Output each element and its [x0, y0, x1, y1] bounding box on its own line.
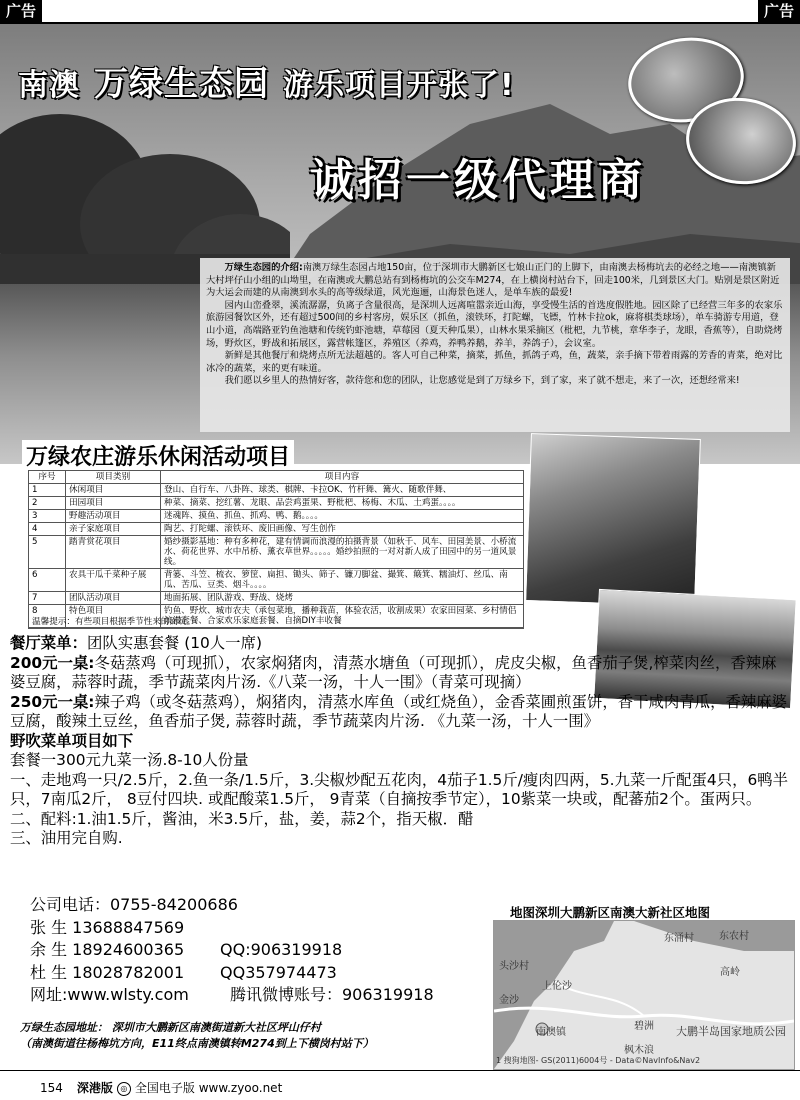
menu-lead: 野吹菜单项目如下	[10, 731, 134, 750]
map-label: 枫木浪	[624, 1045, 654, 1056]
row-no: 6	[29, 569, 66, 592]
table-row	[29, 569, 524, 592]
menu-line	[10, 732, 790, 752]
intro-text: 南澳万绿生态园占地150亩，位于深圳市大鹏新区七娘山正门的上脚下，由南澳去杨梅坑去的必经之地——南澳镇新大村坪仔山小组的山坳里，在南澳或大鹏总站有到杨梅坑的公交车M274，在上横岗村站台下，回走100米，几到景区大门。贴别是景区附近为大运会而建的从南澳到水头的高等级绿道，风光迤逦，山海景色迷人，是单车族的最爱!	[206, 262, 780, 299]
map-label: 上伦沙	[542, 981, 572, 992]
bbq-line: 二、配料:1.油1.5斤，酱油，米3.5斤，盐，姜，蒜2个，指天椒．醋	[10, 809, 474, 828]
intro-text-box	[200, 258, 790, 432]
map-label: 碧洲	[634, 1021, 654, 1032]
map-label: 大鹏半岛国家地质公园	[676, 1025, 786, 1038]
contact-yu-qq: QQ:906319918	[220, 940, 343, 959]
menu-text: 辣子鸡（或冬菇蒸鸡），焖猪肉，清蒸水库鱼（或红烧鱼），金香菜圃煎蛋饼，香干咸肉青瓜，香辣麻婆豆腐，酸辣土豆丝，鱼香茄子煲, 蒜蓉时蔬，季节蔬菜肉片汤. 《九菜一汤，十人一围》	[10, 692, 788, 730]
row-no: 4	[29, 523, 66, 536]
table-row	[29, 592, 524, 605]
menu-lead: 200元一桌:	[10, 653, 95, 672]
intro-paragraph	[206, 375, 784, 388]
contact-yu	[30, 939, 434, 962]
menu-line	[10, 654, 790, 693]
row-type: 踏青赏花项目	[66, 536, 161, 569]
table-row	[29, 510, 524, 523]
row-content: 种菜、摘菜、挖红薯、龙眼、品尝鸡蛋果、野枇杷、杨梅、木瓜、土鸡蛋。。。。	[161, 497, 524, 510]
row-no: 5	[29, 536, 66, 569]
intro-paragraph	[206, 350, 784, 375]
table-header-row	[29, 471, 524, 484]
footer	[40, 1079, 282, 1096]
map-label: 金沙	[499, 995, 519, 1006]
edition-label: 深港版	[76, 1081, 113, 1095]
strawberry-field-photo	[525, 433, 701, 607]
row-no: 8	[29, 605, 66, 628]
map-label: 高岭	[720, 967, 740, 978]
intro-text: 我们愿以乡里人的热情好客，款待您和您的团队，让您感觉是到了万绿乡下，到了家，来了就不想走，来了一次，还想经常来!	[224, 375, 740, 387]
table-row	[29, 536, 524, 569]
map-credit: 1 搜狗地图- GS(2011)6004号 - Data©NavInfo&Nav2	[496, 1056, 701, 1065]
site-link[interactable]: 全国电子版 www.zyoo.net	[134, 1081, 283, 1095]
table-row	[29, 523, 524, 536]
contact-du-phone: 杜 生 18028782001	[30, 962, 185, 982]
header-no: 序号	[29, 471, 66, 484]
row-content: 婚纱摄影基地：种有多种花，建有情调而浪漫的拍摄背景（如秋千、风车、田园美景、小桥流水、荷花世界、水中吊桥、薰衣草世界。。。。。婚纱拍照的一对对新人成了田园中的另一道风景线。	[161, 536, 524, 569]
hero-title-big: 万绿生态园	[94, 64, 269, 104]
intro-text: 新鲜是其他餐厅和烧烤点所无法超越的。客人可自己种菜，摘菜，抓鱼，抓鸽子鸡，鱼，蔬菜，亲手摘下带着雨露的芳香的青菜，绝对比冰冷的蔬菜，来的更有味道。	[206, 350, 783, 374]
table-row	[29, 484, 524, 497]
intro-lead: 万绿生态园的介绍:	[224, 262, 303, 273]
row-type: 农具干瓜千菜种子展	[66, 569, 161, 592]
bbq-line: 三、油用完自购.	[10, 829, 123, 847]
address-line: 万绿生态园地址： 深圳市大鹏新区南澳街道新大社区坪山仔村	[20, 1021, 321, 1034]
intro-text: 园内山峦叠翠，溪流潺潺，负离子含量很高，是深圳人远离喧嚣亲近山海，享受慢生活的首选度假胜地。园区除了已经营三年多的农家乐旅游园餐饮区外，还有超过500间的乡村客房，娱乐区（抓鱼，滚铁环，打陀螺，飞镖，竹林卡拉ok，麻将棋类球场），单车骑游专用道，登山小道，高端路亚钓鱼池塘和传统钓虾池塘，草莓园（夏天种瓜果），山林水果采摘区（枇杷，九节桃，章华李子，龙眼，香蕉等），自助烧烤场，野炊区，野战和拓展区，露营帐篷区，养殖区（养鸡，养鸭养鹅，养羊，养鸽子），会议室。	[206, 299, 783, 349]
company-phone: 公司电话：0755-84200686	[30, 895, 238, 914]
weibo-account: 腾讯微博账号：906319918	[230, 985, 434, 1004]
contact-du-qq: QQ357974473	[220, 962, 337, 982]
contact-du	[30, 962, 434, 985]
footer-divider	[0, 1070, 800, 1071]
activities-table	[28, 470, 524, 628]
hero-subtitle: 诚招一级代理商	[310, 155, 646, 206]
section-title: 万绿农庄游乐休闲活动项目	[22, 440, 294, 471]
menu-line	[10, 693, 790, 732]
row-type: 田园项目	[66, 497, 161, 510]
area-map	[493, 920, 795, 1070]
map-label: 东涌村	[664, 933, 694, 944]
row-no: 3	[29, 510, 66, 523]
website-link[interactable]: 网址:www.wlsty.com	[30, 985, 189, 1004]
table-tip: 温馨提示：有些项目根据季节性来的而玩。	[28, 614, 524, 629]
row-type: 野趣活动项目	[66, 510, 161, 523]
address-directions: （南澳街道往杨梅坑方向，E11终点南澳镇转M274到上下横岗村站下）	[20, 1037, 374, 1050]
ad-tag-left: 广告	[0, 0, 42, 22]
address-block	[20, 1020, 374, 1052]
hero-title	[18, 56, 515, 105]
row-content: 背篓、斗笠、梳衣、箩筐、扁担、锄头、筛子、镰刀脚盆、撮箕、簸箕、糯油灯、丝瓜、南瓜、苦瓜、豆类、烟斗。。。。	[161, 569, 524, 592]
row-type: 团队活动项目	[66, 592, 161, 605]
menu-line	[10, 634, 790, 654]
row-content: 地面拓展、团队游戏、野战、烧烤	[161, 592, 524, 605]
contacts-block	[30, 894, 434, 1007]
brand-icon: ◎	[117, 1082, 131, 1096]
contact-yu-phone: 余 生 18924600365	[30, 940, 185, 959]
map-label: 南澳镇	[536, 1027, 566, 1038]
menu-text: 团队实惠套餐 (10人一席)	[86, 634, 262, 652]
menu-lead: 餐厅菜单：	[10, 634, 87, 652]
row-content: 钓鱼、野炊、城市农夫（承包菜地，播种栽苗，体验农活，收割成果）农家田园菜、乡村情侣浪漫套餐、合家欢乐家庭套餐、自摘DIY丰收餐	[161, 605, 524, 628]
row-content: 迷魂阵、摸鱼、抓鱼、抓鸡、鸭、鹅。。。。	[161, 510, 524, 523]
contact-web	[30, 984, 434, 1007]
row-no: 2	[29, 497, 66, 510]
menu-lead: 250元一桌:	[10, 692, 95, 711]
hero-title-left: 南澳	[18, 68, 80, 103]
page-number: 154	[40, 1081, 63, 1095]
row-no: 1	[29, 484, 66, 497]
map-label: 东农村	[719, 931, 749, 942]
bbq-line: 一、走地鸡一只/2.5斤，2.鱼一条/1.5斤，3.尖椒炒配五花肉，4茄子1.5斤/瘦肉四两，5.九菜一斤配蛋4只，6鸭半只，7南瓜2斤， 8豆付四块. 或配酸菜1.5斤， 9青菜（自摘按季节定），10紫菜一块或，配蕃茄2个。蛋两只。	[10, 770, 789, 808]
table-row	[29, 497, 524, 510]
intro-paragraph	[206, 300, 784, 350]
menu-text: 冬菇蒸鸡（可现抓），农家焖猪肉，清蒸水塘鱼（可现抓），虎皮尖椒，鱼香茄子煲,榨菜肉丝，香辣麻婆豆腐，蒜蓉时蔬，季节蔬菜肉片汤.《八菜一汤，十人一围》（青菜可现摘）	[10, 653, 777, 691]
contact-zhang: 张 生 13688847569	[30, 917, 185, 937]
map-label: 头沙村	[499, 961, 529, 972]
row-content: 陶艺、打陀螺、滚铁环、废旧画像、写生创作	[161, 523, 524, 536]
intro-paragraph	[206, 262, 784, 300]
row-type: 亲子家庭项目	[66, 523, 161, 536]
row-content: 登山、自行车、八卦阵、球类、棋牌、卡拉OK、竹杆舞、篝火、随歌伴舞、	[161, 484, 524, 497]
row-type: 特色项目	[66, 605, 161, 628]
header-content: 项目内容	[161, 471, 524, 484]
hero-title-right: 游乐项目开张了!	[283, 68, 515, 103]
header-type: 项目类别	[66, 471, 161, 484]
bbq-line: 套餐一300元九菜一汤.8-10人份量	[10, 751, 249, 769]
row-no: 7	[29, 592, 66, 605]
row-type: 休闲项目	[66, 484, 161, 497]
ad-tag-right: 广告	[758, 0, 800, 22]
map-title: 地图深圳大鹏新区南澳大新社区地图	[510, 905, 711, 920]
restaurant-menu	[10, 634, 790, 849]
